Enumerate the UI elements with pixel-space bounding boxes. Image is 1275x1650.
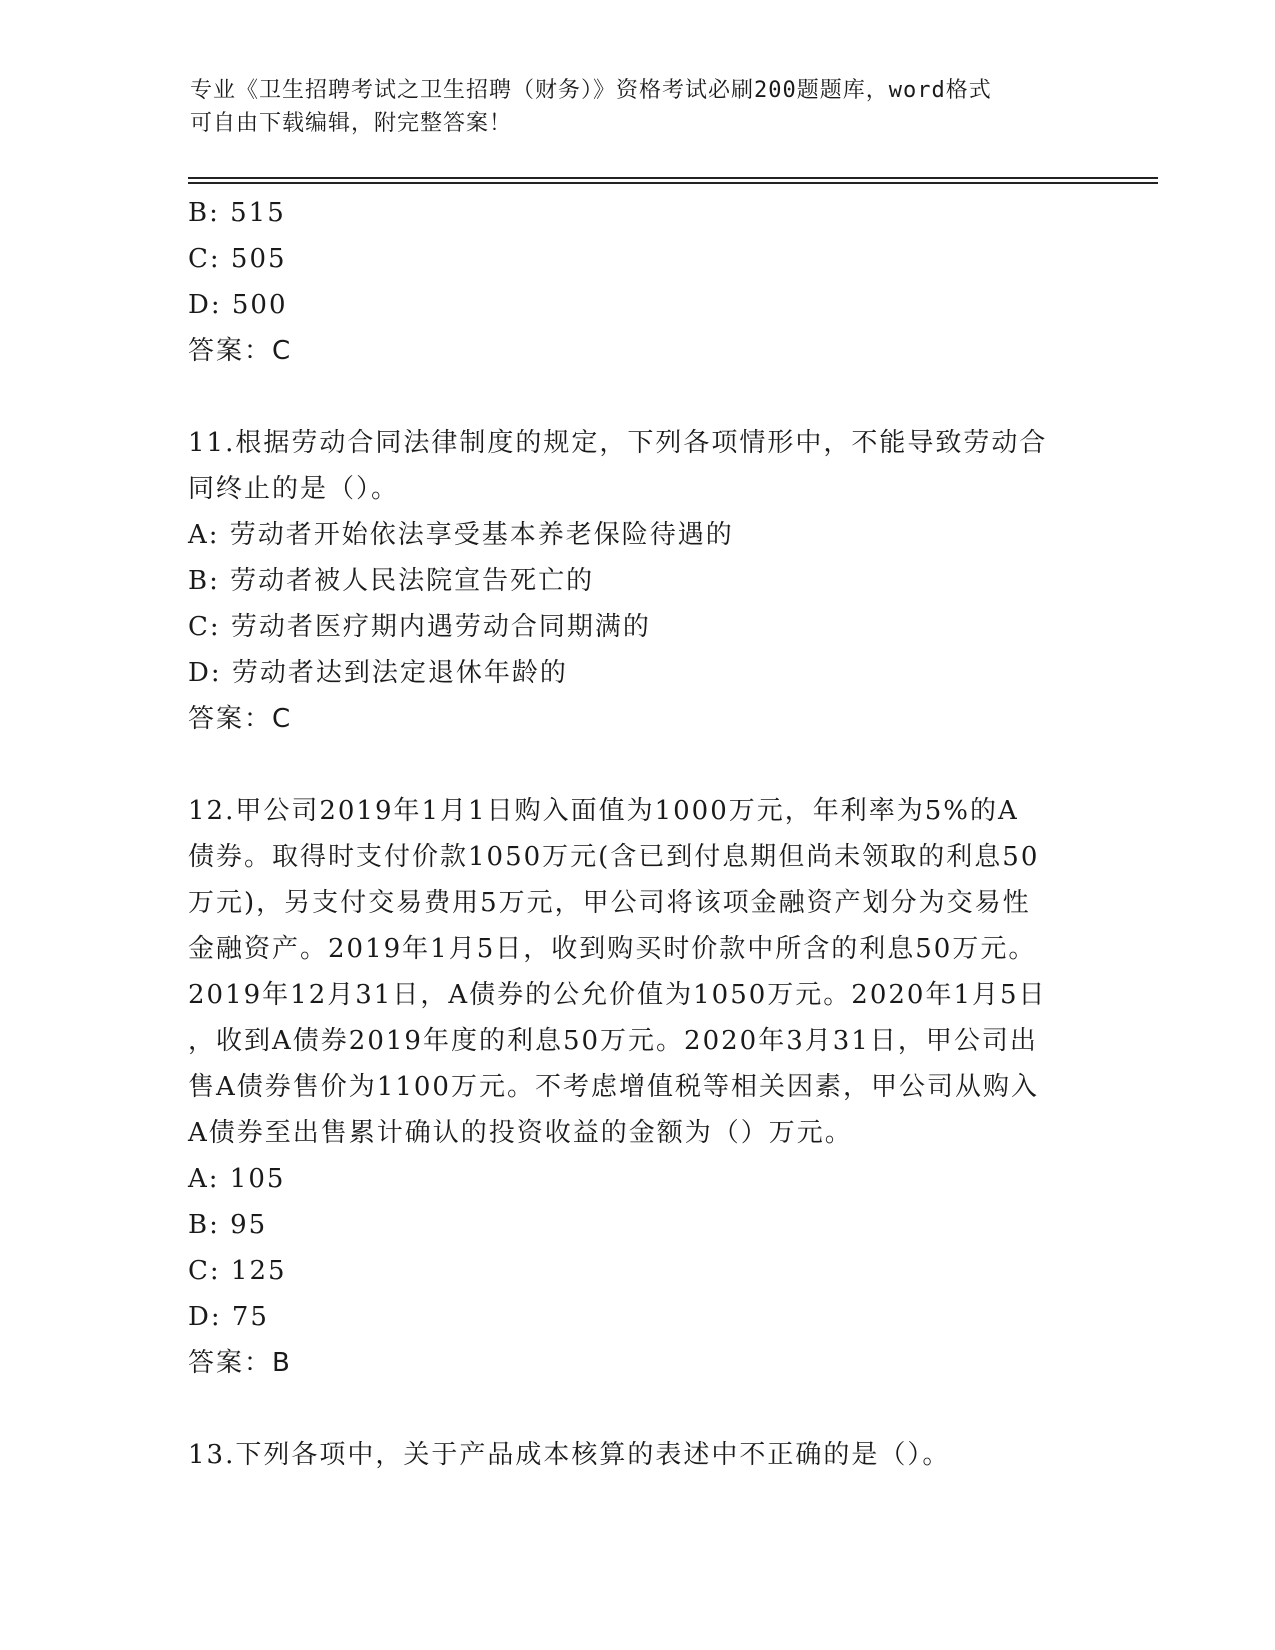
answer-line: 答案：C	[188, 704, 293, 734]
answer-line: 答案：C	[188, 336, 293, 366]
option-a: A: 劳动者开始依法享受基本养老保险待遇的	[188, 520, 734, 550]
option-d: D: 劳动者达到法定退休年龄的	[188, 658, 568, 688]
question-12	[188, 788, 1088, 1386]
question-text-line: 11.根据劳动合同法律制度的规定，下列各项情形中，不能导致劳动合	[188, 428, 1048, 458]
question-text-line: A债券至出售累计确认的投资收益的金额为（）万元。	[188, 1118, 853, 1148]
option-b: B: 515	[188, 198, 286, 228]
question-13	[188, 1432, 1088, 1478]
spacer	[188, 742, 1088, 788]
option-c: C: 505	[188, 244, 287, 274]
option-d: D: 75	[188, 1302, 269, 1332]
option-c: C: 125	[188, 1256, 287, 1286]
question-text-line: 同终止的是（）。	[188, 474, 400, 504]
header-line-1: 专业《卫生招聘考试之卫生招聘（财务）》资格考试必刷200题题库，word格式	[190, 78, 992, 103]
question-text-line: 万元)，另支付交易费用5万元，甲公司将该项金融资产划分为交易性	[188, 888, 1031, 918]
question-11	[188, 420, 1088, 742]
question-content	[188, 190, 1088, 1478]
spacer	[188, 1386, 1088, 1432]
header-divider-top	[188, 177, 1158, 179]
question-text-line: ，收到A债券2019年度的利息50万元。2020年3月31日，甲公司出	[188, 1026, 1038, 1056]
spacer	[188, 374, 1088, 420]
header-line-2: 可自由下载编辑，附完整答案！	[190, 111, 513, 136]
prev-question-block	[188, 190, 1088, 374]
question-text-line: 债券。取得时支付价款1050万元(含已到付息期但尚未领取的利息50	[188, 842, 1040, 872]
option-b: B: 劳动者被人民法院宣告死亡的	[188, 566, 595, 596]
option-c: C: 劳动者医疗期内遇劳动合同期满的	[188, 612, 651, 642]
option-d: D: 500	[188, 290, 288, 320]
question-text-line: 2019年12月31日，A债券的公允价值为1050万元。2020年1月5日	[188, 980, 1047, 1010]
question-text-line: 金融资产。2019年1月5日，收到购买时价款中所含的利息50万元。	[188, 934, 1037, 964]
question-text-line: 售A债券售价为1100万元。不考虑增值税等相关因素，甲公司从购入	[188, 1072, 1039, 1102]
header-divider-bottom	[188, 182, 1158, 184]
option-a: A: 105	[188, 1164, 286, 1194]
option-b: B: 95	[188, 1210, 268, 1240]
question-text-line: 12.甲公司2019年1月1日购入面值为1000万元，年利率为5%的A	[188, 796, 1019, 826]
document-header	[190, 74, 1090, 140]
question-text-line: 13.下列各项中，关于产品成本核算的表述中不正确的是（）。	[188, 1440, 951, 1470]
answer-line: 答案：B	[188, 1348, 292, 1378]
